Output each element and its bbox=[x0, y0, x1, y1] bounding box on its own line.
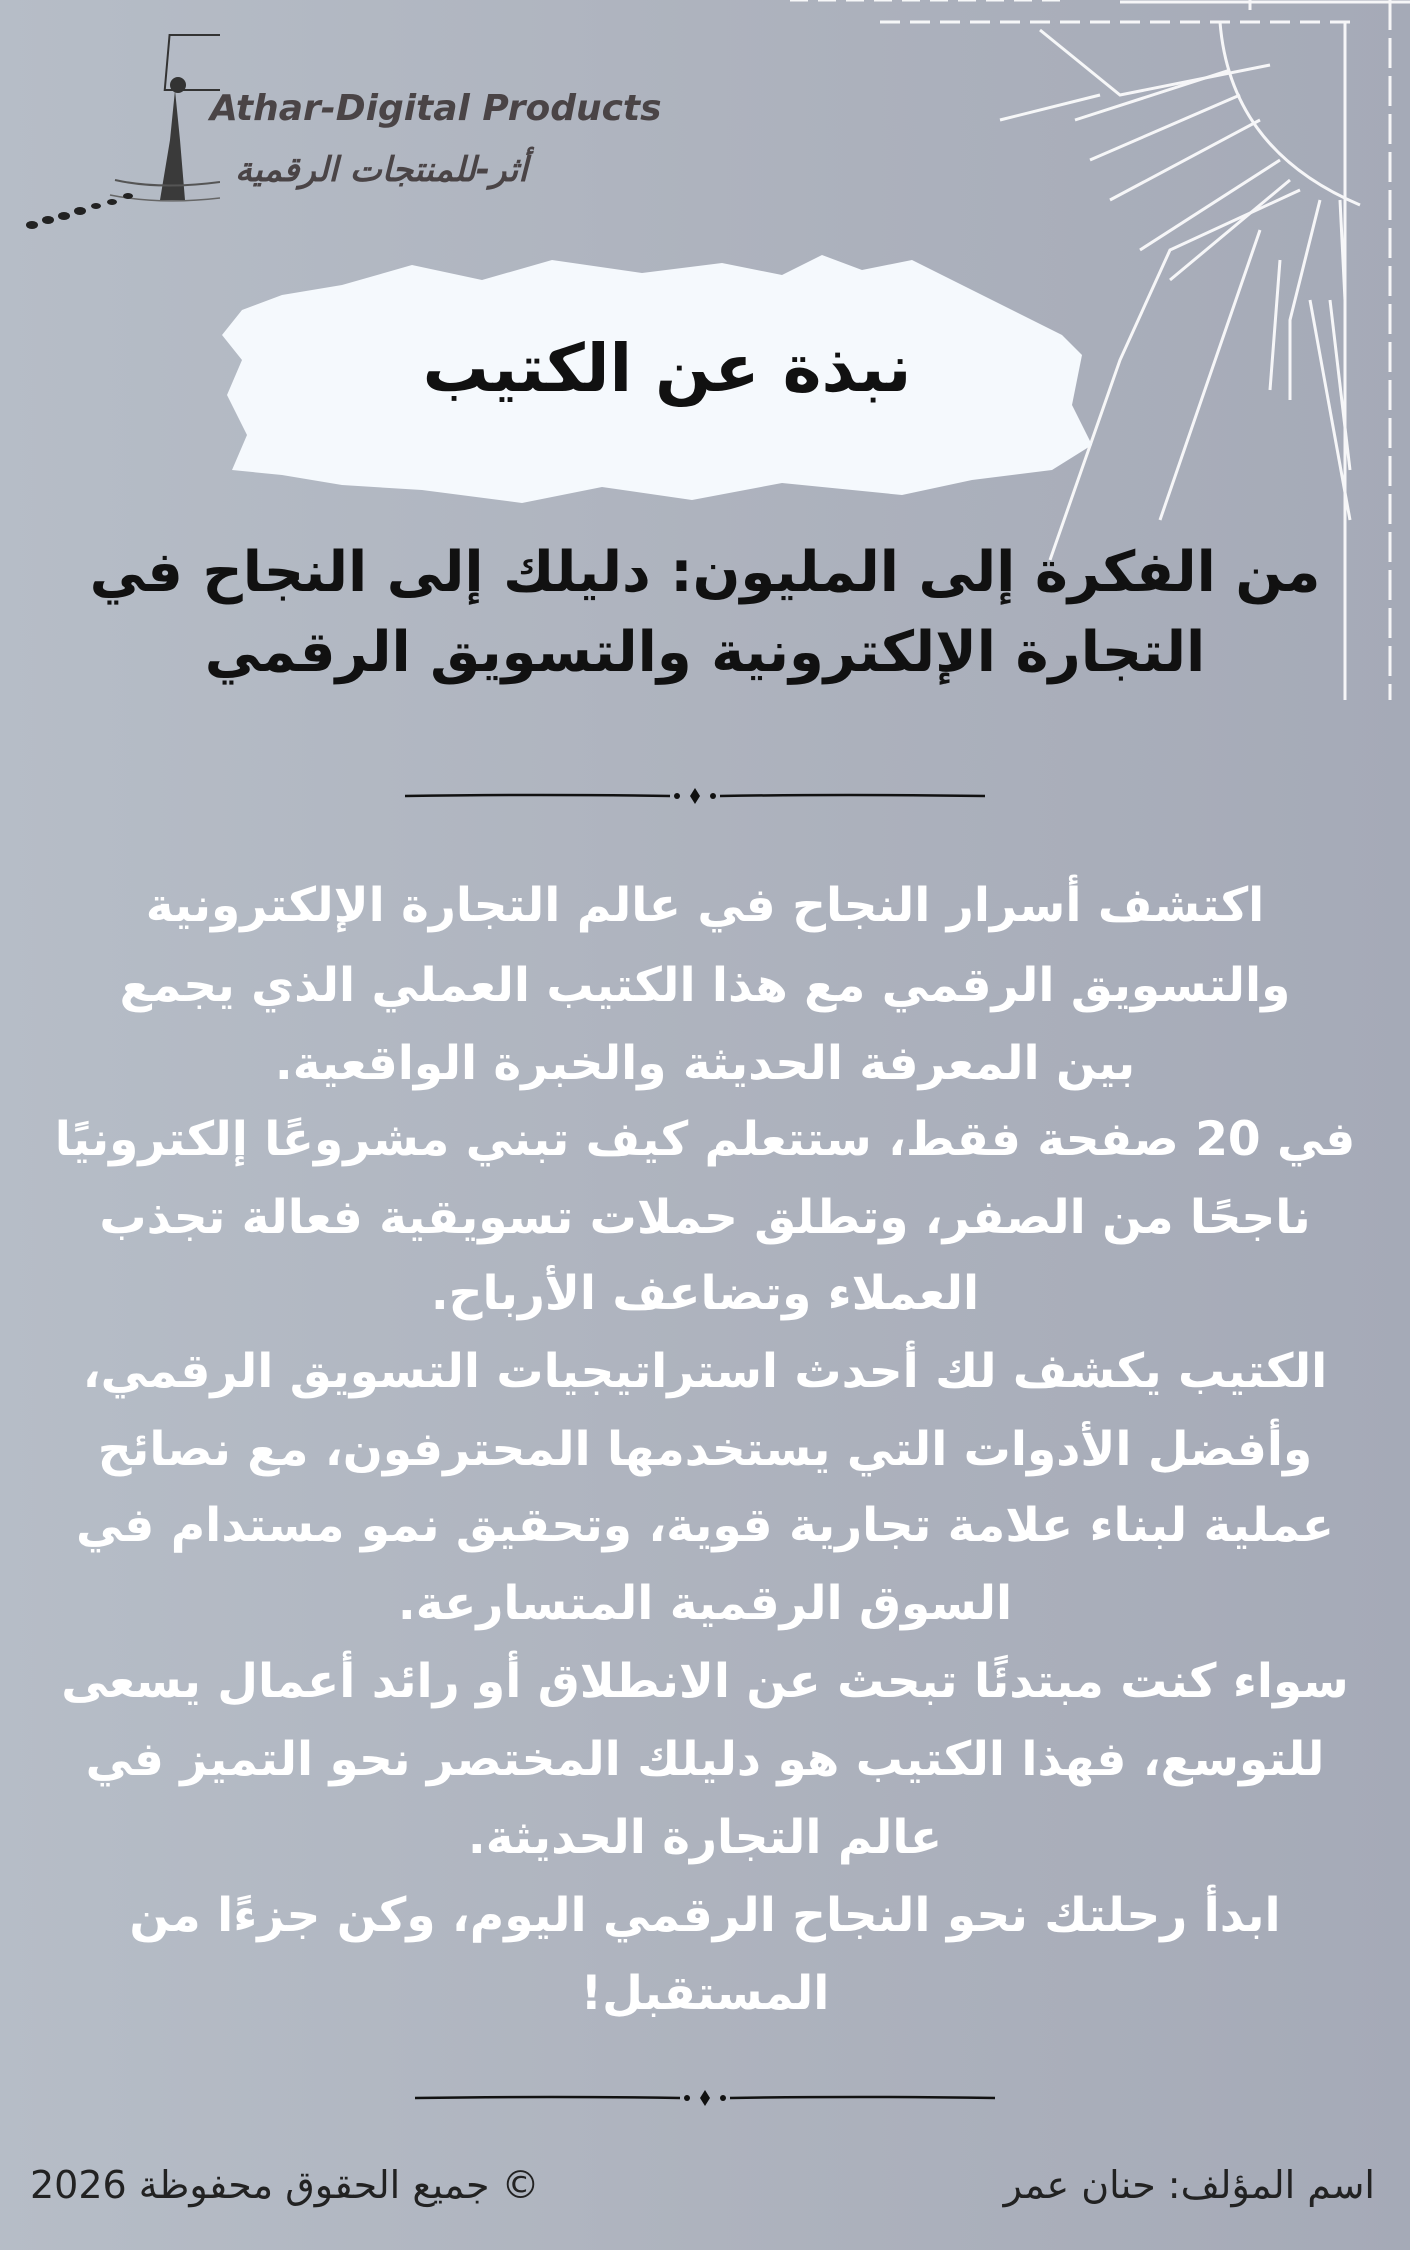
description-line: عملية لبناء علامة تجارية قوية، وتحقيق نمو مستدام في bbox=[76, 1498, 1334, 1553]
description-line: العملاء وتضاعف الأرباح. bbox=[430, 1266, 980, 1321]
description-line: الكتيب يكشف لك أحدث استراتيجيات التسويق الرقمي، bbox=[82, 1344, 1328, 1399]
description-line: للتوسع، فهذا الكتيب هو دليلك المختصر نحو التميز في bbox=[85, 1732, 1325, 1787]
description-line: سواء كنت مبتدئًا تبحث عن الانطلاق أو رائد أعمال يسعى bbox=[61, 1654, 1349, 1709]
book-title-line-1: من الفكرة إلى المليون: دليلك إلى النجاح في bbox=[89, 540, 1321, 605]
description-line: وأفضل الأدوات التي يستخدمها المحترفون، مع نصائح bbox=[97, 1422, 1313, 1477]
ornament-divider-bottom bbox=[415, 2088, 995, 2108]
description-line: عالم التجارة الحديثة. bbox=[467, 1810, 943, 1865]
description-line: بين المعرفة الحديثة والخبرة الواقعية. bbox=[274, 1036, 1136, 1091]
author-name: اسم المؤلف: حنان عمر bbox=[1003, 2163, 1375, 2207]
ornament-divider bbox=[405, 786, 985, 806]
description-line: ابدأ رحلتك نحو النجاح الرقمي اليوم، وكن جزءًا من bbox=[129, 1888, 1281, 1943]
description-line: السوق الرقمية المتسارعة. bbox=[397, 1576, 1013, 1631]
description-line: والتسويق الرقمي مع هذا الكتيب العملي الذي يجمع bbox=[119, 958, 1291, 1013]
copyright-notice: © جميع الحقوق محفوظة 2026 bbox=[30, 2163, 540, 2207]
logo-text-arabic: أثر-للمنتجات الرقمية bbox=[235, 150, 528, 190]
description-line: ناجحًا من الصفر، وتطلق حملات تسويقية فعالة تجذب bbox=[99, 1190, 1311, 1245]
description-line: في 20 صفحة فقط، ستتعلم كيف تبني مشروعًا إلكترونيًا bbox=[54, 1112, 1356, 1167]
logo-text-english: Athar-Digital Products bbox=[210, 88, 662, 129]
walking-woman-illustration bbox=[20, 30, 220, 240]
brand-logo bbox=[20, 30, 662, 240]
banner-title: نبذة عن الكتيب bbox=[422, 330, 912, 407]
description-line: المستقبل! bbox=[580, 1966, 830, 2021]
description-line: اكتشف أسرار النجاح في عالم التجارة الإلكترونية bbox=[145, 878, 1265, 933]
book-title-line-2: التجارة الإلكترونية والتسويق الرقمي bbox=[204, 620, 1206, 685]
